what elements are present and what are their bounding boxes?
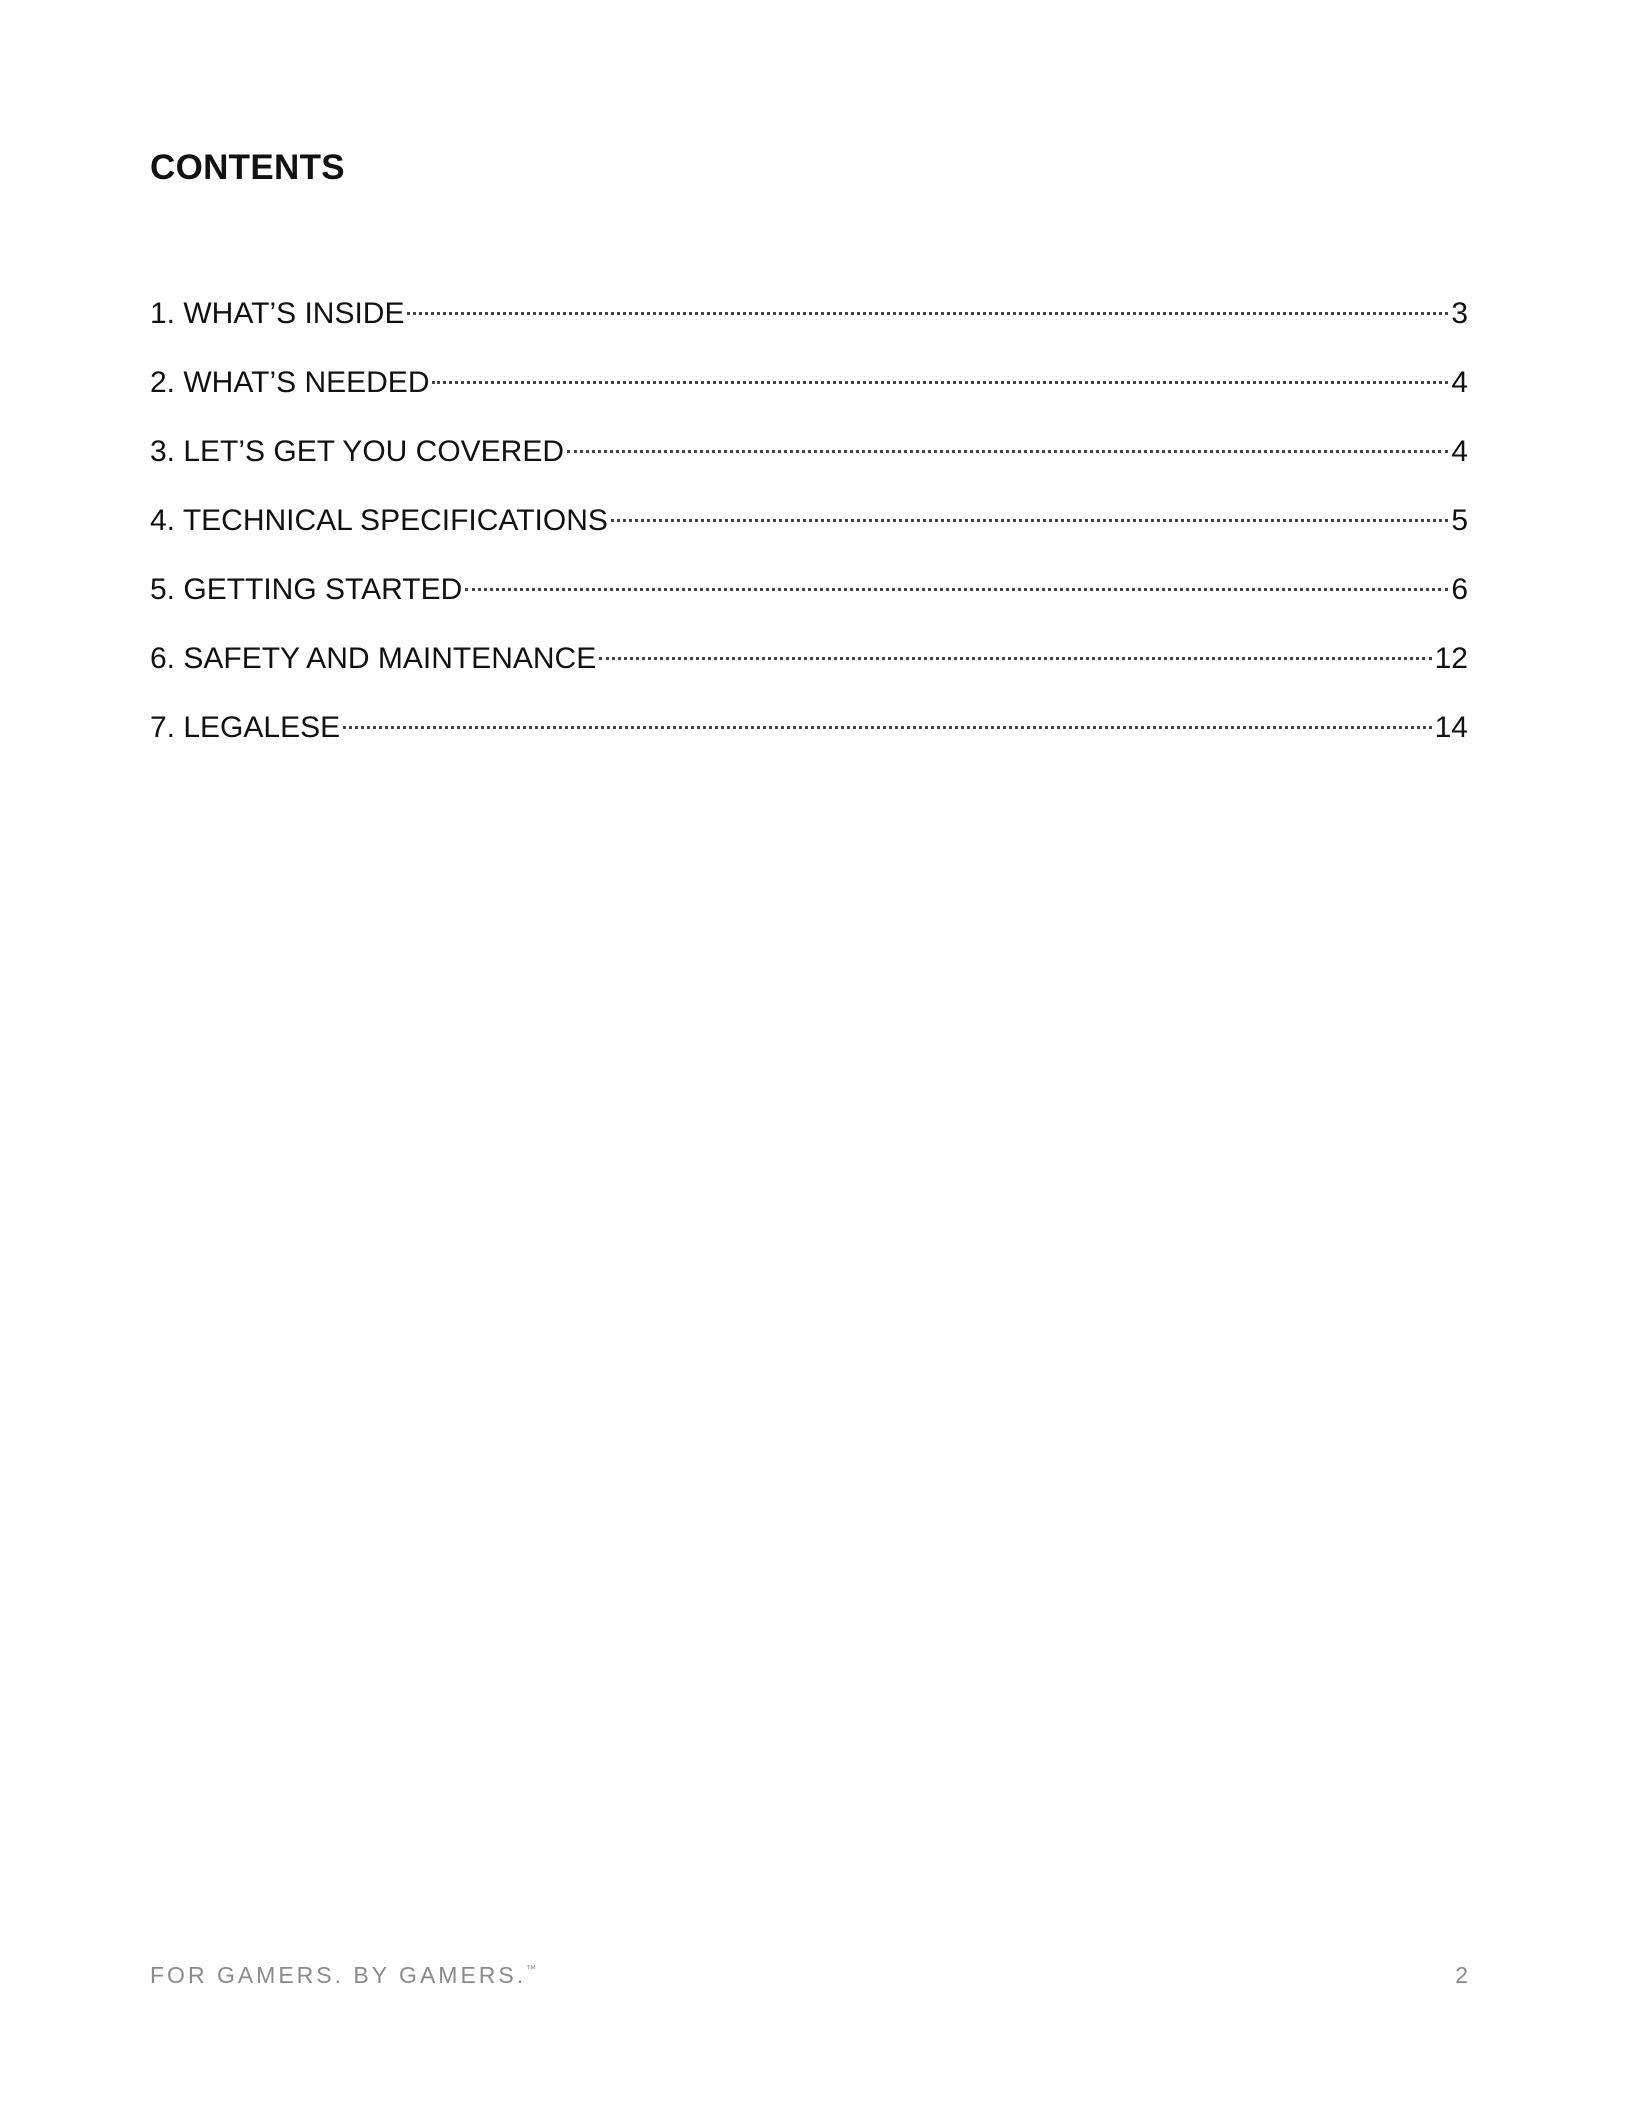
toc-dot-leader: [407, 312, 1448, 315]
toc-entry-label: 7. LEGALESE: [150, 711, 341, 744]
toc-entry-page: 14: [1434, 711, 1468, 744]
toc-entry-page: 4: [1451, 435, 1468, 468]
footer-tagline: [150, 1962, 536, 1989]
toc-entry-label: 1. WHAT’S INSIDE: [150, 297, 405, 330]
footer-tagline-text: FOR GAMERS. BY GAMERS.: [150, 1962, 527, 1988]
toc-entry-label: 6. SAFETY AND MAINTENANCE: [150, 642, 597, 675]
toc-entry-lets-get-you-covered[interactable]: [150, 430, 1468, 499]
toc-dot-leader: [343, 726, 1432, 729]
toc-entry-page: 5: [1451, 504, 1468, 537]
footer-page-number: 2: [1455, 1962, 1468, 1988]
toc-entry-technical-specifications[interactable]: [150, 499, 1468, 568]
toc-dot-leader: [567, 450, 1448, 453]
contents-heading: CONTENTS: [150, 148, 345, 187]
toc-dot-leader: [432, 381, 1448, 384]
toc-dot-leader: [599, 657, 1431, 660]
table-of-contents: [150, 292, 1468, 775]
toc-entry-label: 3. LET’S GET YOU COVERED: [150, 435, 565, 468]
toc-entry-label: 5. GETTING STARTED: [150, 573, 463, 606]
toc-entry-legalese[interactable]: [150, 706, 1468, 775]
toc-entry-page: 6: [1451, 573, 1468, 606]
toc-entry-label: 2. WHAT’S NEEDED: [150, 366, 430, 399]
toc-entry-safety-and-maintenance[interactable]: [150, 637, 1468, 706]
toc-entry-page: 3: [1451, 297, 1468, 330]
toc-entry-page: 4: [1451, 366, 1468, 399]
toc-entry-whats-inside[interactable]: [150, 292, 1468, 361]
toc-entry-label: 4. TECHNICAL SPECIFICATIONS: [150, 504, 608, 537]
toc-entry-page: 12: [1434, 642, 1468, 675]
toc-dot-leader: [465, 588, 1448, 591]
trademark-symbol: ™: [526, 1964, 537, 1975]
toc-entry-getting-started[interactable]: [150, 568, 1468, 637]
toc-dot-leader: [611, 519, 1448, 522]
toc-entry-whats-needed[interactable]: [150, 361, 1468, 430]
